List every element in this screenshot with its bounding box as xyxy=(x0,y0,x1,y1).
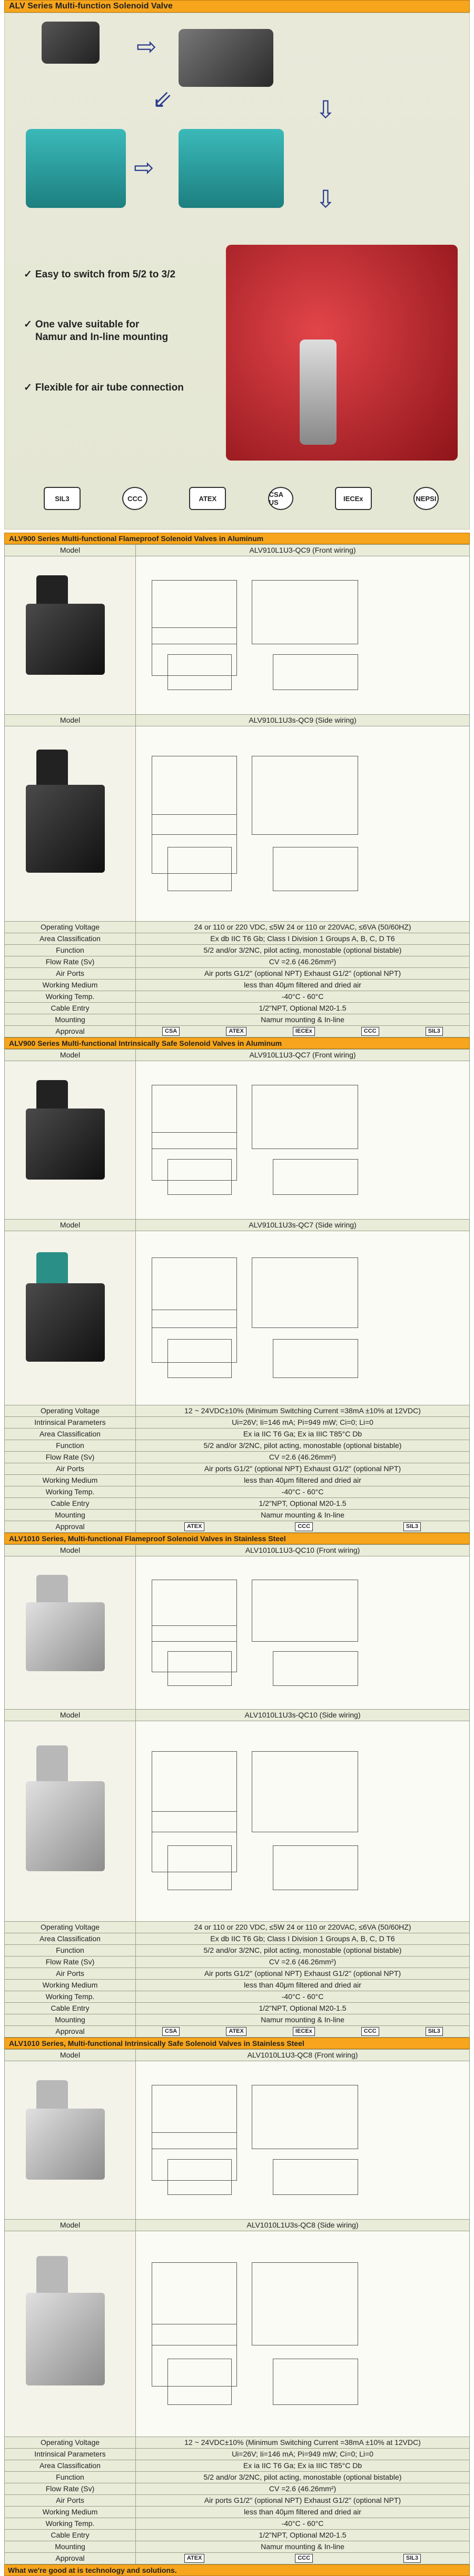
arrow-down-left-icon: ⇙ xyxy=(152,85,173,113)
spec-value: 1/2"NPT, Optional M20-1.5 xyxy=(136,2530,470,2541)
spec-label: Working Temp. xyxy=(5,1991,136,2003)
valve-body xyxy=(26,1602,105,1671)
spec-value: -40°C - 60°C xyxy=(136,991,470,1003)
drawing-outline xyxy=(252,1751,358,1832)
spec-row xyxy=(5,1475,470,1486)
product-photo xyxy=(5,1721,135,1921)
approval-logo-list xyxy=(139,1522,466,1531)
product-photo-cell xyxy=(5,2231,136,2437)
spec-label: Area Classification xyxy=(5,1429,136,1440)
spec-label: Model xyxy=(5,1050,136,1061)
iecex-logo: IECEx xyxy=(335,487,372,510)
product-photo-cell xyxy=(5,1231,136,1405)
approval-logo: ATEX xyxy=(184,1522,205,1531)
spec-label: Approval xyxy=(5,1521,136,1533)
spec-value: Ex ia IIC T6 Ga; Ex ia IIIC T85°C Db xyxy=(136,2460,470,2472)
product-photo-cell xyxy=(5,726,136,922)
actuator-teal-image-2 xyxy=(179,129,284,208)
image-row xyxy=(5,1721,470,1922)
spec-label: Approval xyxy=(5,1026,136,1037)
spec-label: Mounting xyxy=(5,1014,136,1026)
approval-logo: SIL3 xyxy=(426,2027,443,2036)
approval-logo: CCC xyxy=(295,2554,313,2563)
spec-label: Model xyxy=(5,1545,136,1556)
spec-row xyxy=(5,1429,470,1440)
spec-value: ALV1010L1U3s-QC10 (Side wiring) xyxy=(136,1710,470,1721)
dimension-drawing-cell xyxy=(136,726,470,922)
dimension-drawing-cell xyxy=(136,1231,470,1405)
spec-row xyxy=(5,2541,470,2553)
spec-row xyxy=(5,956,470,968)
section-title: ALV900 Series Multi-functional Flameproof Solenoid Valves in Aluminum xyxy=(4,533,470,544)
spec-value: ALV1010L1U3-QC10 (Front wiring) xyxy=(136,1545,470,1556)
spec-value: CV =2.6 (46.26mm²) xyxy=(136,2483,470,2495)
spec-label: Approval xyxy=(5,2026,136,2038)
spec-row xyxy=(5,945,470,956)
spec-label: Area Classification xyxy=(5,2460,136,2472)
footer-slogan: What we're good at is technology and solutions. xyxy=(4,2564,470,2576)
valve-body xyxy=(26,2109,105,2180)
drawing-outline xyxy=(252,1257,358,1328)
spec-label: Air Ports xyxy=(5,1463,136,1475)
model-row xyxy=(5,1220,470,1231)
product-photo-cell xyxy=(5,1556,136,1710)
spec-label: Cable Entry xyxy=(5,1003,136,1014)
spec-value: ALV1010L1U3-QC8 (Front wiring) xyxy=(136,2050,470,2061)
spec-value: 24 or 110 or 220 VDC, ≤5W 24 or 110 or 220VAC, ≤6VA (50/60HZ) xyxy=(136,922,470,933)
drawing-outline xyxy=(273,2159,358,2195)
spec-label: Air Ports xyxy=(5,1968,136,1980)
spec-row xyxy=(5,1956,470,1968)
arrow-down-icon: ⇩ xyxy=(315,185,336,213)
spec-table xyxy=(4,1049,470,1533)
spec-table xyxy=(4,1544,470,2038)
spec-row xyxy=(5,2530,470,2541)
arrow-right-icon: ⇨ xyxy=(134,154,154,181)
product-photo-cell xyxy=(5,2061,136,2220)
spec-value: -40°C - 60°C xyxy=(136,1991,470,2003)
drawing-outline xyxy=(167,1845,232,1891)
spec-value: 1/2"NPT, Optional M20-1.5 xyxy=(136,1003,470,1014)
ccc-logo: CCC xyxy=(122,487,147,510)
drawing-outline xyxy=(167,847,232,891)
spec-label: Function xyxy=(5,1440,136,1452)
spec-value: CV =2.6 (46.26mm²) xyxy=(136,1452,470,1463)
spec-label: Air Ports xyxy=(5,968,136,980)
drawing-outline xyxy=(273,1845,358,1891)
spec-value: ALV910L1U3-QC7 (Front wiring) xyxy=(136,1050,470,1061)
approval-logo: IECEx xyxy=(293,1027,315,1036)
model-row xyxy=(5,545,470,556)
section-title: ALV900 Series Multi-functional Intrinsically Safe Solenoid Valves in Aluminum xyxy=(4,1037,470,1049)
approval-logo: CSA xyxy=(162,2027,180,2036)
spec-value: Air ports G1/2" (optional NPT) Exhaust G1/2" (optional NPT) xyxy=(136,968,470,980)
spec-row xyxy=(5,2507,470,2518)
spec-row xyxy=(5,1498,470,1510)
product-photo xyxy=(5,556,135,714)
approval-marks xyxy=(136,2026,470,2038)
product-photo xyxy=(5,1231,135,1405)
spec-row xyxy=(5,933,470,945)
spec-value: 1/2"NPT, Optional M20-1.5 xyxy=(136,1498,470,1510)
spec-row xyxy=(5,2449,470,2460)
spec-row xyxy=(5,2483,470,2495)
approval-logo: SIL3 xyxy=(426,1027,443,1036)
spec-value: CV =2.6 (46.26mm²) xyxy=(136,956,470,968)
approval-row xyxy=(5,1521,470,1533)
spec-label: Area Classification xyxy=(5,1933,136,1945)
approval-logo: IECEx xyxy=(293,2027,315,2036)
spec-row xyxy=(5,991,470,1003)
drawing-outline xyxy=(252,1085,358,1149)
valve-body xyxy=(26,1283,105,1362)
approval-row xyxy=(5,2026,470,2038)
product-photo-cell xyxy=(5,1061,136,1220)
approval-logo-list xyxy=(139,2554,466,2563)
product-photo xyxy=(5,726,135,921)
approval-logo: CCC xyxy=(295,1522,313,1531)
spec-label: Function xyxy=(5,945,136,956)
dimension-drawing-cell xyxy=(136,1061,470,1220)
spec-value: -40°C - 60°C xyxy=(136,1486,470,1498)
spec-label: Model xyxy=(5,1220,136,1231)
spec-value: CV =2.6 (46.26mm²) xyxy=(136,1956,470,1968)
dimension-drawing xyxy=(136,2061,469,2219)
valve-small-image xyxy=(42,22,100,64)
spec-label: Operating Voltage xyxy=(5,1922,136,1933)
spec-value: Namur mounting & In-line xyxy=(136,2541,470,2553)
approval-logo: SIL3 xyxy=(403,1522,421,1531)
drawing-outline xyxy=(167,2159,232,2195)
approval-marks xyxy=(136,1521,470,1533)
datasheet-page xyxy=(4,0,470,2576)
nepsi-logo: NEPSI xyxy=(413,487,439,510)
spec-label: Cable Entry xyxy=(5,2530,136,2541)
drawing-outline xyxy=(167,654,232,690)
drawing-outline xyxy=(273,2359,358,2405)
spec-value: less than 40μm filtered and dried air xyxy=(136,1475,470,1486)
spec-row xyxy=(5,980,470,991)
spec-label: Operating Voltage xyxy=(5,2437,136,2449)
spec-label: Mounting xyxy=(5,2541,136,2553)
spec-value: 5/2 and/or 3/2NC, pilot acting, monostable (optional bistable) xyxy=(136,945,470,956)
spec-value: ALV910L1U3-QC9 (Front wiring) xyxy=(136,545,470,556)
spec-row xyxy=(5,1014,470,1026)
feature-1: ✓ Easy to switch from 5/2 to 3/2 xyxy=(24,269,176,280)
valve-body xyxy=(26,1109,105,1180)
approval-logo: ATEX xyxy=(226,1027,246,1036)
spec-row xyxy=(5,1968,470,1980)
valve-body xyxy=(26,1781,105,1871)
spec-value: Ex ia IIC T6 Ga; Ex ia IIIC T85°C Db xyxy=(136,1429,470,1440)
spec-label: Model xyxy=(5,1710,136,1721)
approval-logo-list xyxy=(139,2027,466,2036)
spec-value: Ex db IIC T6 Gb; Class I Division 1 Groups A, B, C, D T6 xyxy=(136,1933,470,1945)
spec-value: Namur mounting & In-line xyxy=(136,1014,470,1026)
model-row xyxy=(5,2220,470,2231)
dimension-drawing-cell xyxy=(136,1556,470,1710)
spec-row xyxy=(5,1991,470,2003)
spec-row xyxy=(5,2518,470,2530)
hero-panel xyxy=(4,13,470,530)
drawing-outline xyxy=(167,1339,232,1379)
product-photo xyxy=(5,1061,135,1219)
spec-value: Ex db IIC T6 Gb; Class I Division 1 Groups A, B, C, D T6 xyxy=(136,933,470,945)
spec-label: Working Temp. xyxy=(5,1486,136,1498)
spec-label: Function xyxy=(5,1945,136,1956)
spec-row xyxy=(5,1003,470,1014)
spec-label: Function xyxy=(5,2472,136,2483)
image-row xyxy=(5,726,470,922)
spec-table xyxy=(4,2049,470,2564)
spec-table xyxy=(4,544,470,1037)
drawing-outline xyxy=(252,2085,358,2149)
drawing-outline xyxy=(252,580,358,644)
dimension-drawing-cell xyxy=(136,2231,470,2437)
image-row xyxy=(5,1231,470,1405)
dimension-drawing xyxy=(136,2231,469,2437)
spec-label: Intrinsical Parameters xyxy=(5,2449,136,2460)
spec-row xyxy=(5,1980,470,1991)
approval-logo: CCC xyxy=(361,2027,379,2036)
section-title: ALV1010 Series, Multi-functional Flameproof Solenoid Valves in Stainless Steel xyxy=(4,1533,470,1544)
check-icon: ✓ xyxy=(24,269,32,280)
spec-label: Operating Voltage xyxy=(5,1405,136,1417)
spec-value: 5/2 and/or 3/2NC, pilot acting, monostable (optional bistable) xyxy=(136,2472,470,2483)
spec-row xyxy=(5,2437,470,2449)
spec-value: Air ports G1/2" (optional NPT) Exhaust G1/2" (optional NPT) xyxy=(136,1463,470,1475)
spec-row xyxy=(5,2003,470,2014)
spec-row xyxy=(5,2460,470,2472)
image-row xyxy=(5,1556,470,1710)
image-row xyxy=(5,2061,470,2220)
dimension-drawing xyxy=(136,556,469,714)
approval-logo: CCC xyxy=(361,1027,379,1036)
check-icon: ✓ xyxy=(24,319,32,330)
spec-value: Ui=26V; Ii=146 mA; Pi=949 mW; Ci=0; Li=0 xyxy=(136,1417,470,1429)
section-title: ALV1010 Series, Multi-functional Intrinsically Safe Solenoid Valves in Stainless Steel xyxy=(4,2038,470,2049)
feature-3: ✓ Flexible for air tube connection xyxy=(24,382,184,393)
spec-value: 24 or 110 or 220 VDC, ≤5W 24 or 110 or 220VAC, ≤6VA (50/60HZ) xyxy=(136,1922,470,1933)
dimension-drawing xyxy=(136,1231,469,1405)
arrow-right-icon: ⇨ xyxy=(136,33,157,60)
dimension-drawing-cell xyxy=(136,2061,470,2220)
dimension-drawing-cell xyxy=(136,556,470,715)
spec-row xyxy=(5,1452,470,1463)
spec-label: Area Classification xyxy=(5,933,136,945)
atex-logo: ATEX xyxy=(189,487,226,510)
drawing-outline xyxy=(252,2262,358,2345)
spec-row xyxy=(5,1417,470,1429)
spec-label: Mounting xyxy=(5,1510,136,1521)
feature-2: ✓ One valve suitable for xyxy=(24,319,140,330)
spec-row xyxy=(5,2014,470,2026)
image-row xyxy=(5,556,470,715)
product-photo xyxy=(5,2231,135,2437)
spec-value: ALV910L1U3s-QC9 (Side wiring) xyxy=(136,715,470,726)
spec-label: Model xyxy=(5,2220,136,2231)
check-icon: ✓ xyxy=(24,382,32,393)
spec-row xyxy=(5,1405,470,1417)
spec-label: Mounting xyxy=(5,2014,136,2026)
spec-label: Flow Rate (Sv) xyxy=(5,2483,136,2495)
actuator-teal-image-1 xyxy=(26,129,126,208)
spec-value: Ui=26V; Ii=146 mA; Pi=949 mW; Ci=0; Li=0 xyxy=(136,2449,470,2460)
spec-row xyxy=(5,2472,470,2483)
spec-value: less than 40μm filtered and dried air xyxy=(136,1980,470,1991)
dimension-drawing xyxy=(136,1061,469,1219)
spec-row xyxy=(5,1510,470,1521)
spec-row xyxy=(5,1463,470,1475)
valve-body xyxy=(26,604,105,675)
spec-label: Flow Rate (Sv) xyxy=(5,956,136,968)
model-row xyxy=(5,1050,470,1061)
spec-value: Namur mounting & In-line xyxy=(136,1510,470,1521)
valve-body xyxy=(26,785,105,873)
drawing-outline xyxy=(167,2359,232,2405)
approval-logo: SIL3 xyxy=(403,2554,421,2563)
spec-label: Approval xyxy=(5,2553,136,2564)
drawing-outline xyxy=(273,1339,358,1379)
spec-label: Model xyxy=(5,545,136,556)
drawing-outline xyxy=(252,1580,358,1642)
spec-value: 1/2"NPT, Optional M20-1.5 xyxy=(136,2003,470,2014)
spec-label: Flow Rate (Sv) xyxy=(5,1452,136,1463)
spec-label: Working Temp. xyxy=(5,2518,136,2530)
approval-logo: ATEX xyxy=(226,2027,246,2036)
actuator-red-image xyxy=(226,245,458,461)
image-row xyxy=(5,2231,470,2437)
spec-value: ALV1010L1U3s-QC8 (Side wiring) xyxy=(136,2220,470,2231)
spec-label: Working Medium xyxy=(5,1980,136,1991)
spec-row xyxy=(5,1933,470,1945)
drawing-outline xyxy=(273,1651,358,1686)
sil3-logo: SIL3 xyxy=(44,487,81,510)
dimension-drawing-cell xyxy=(136,1721,470,1922)
model-row xyxy=(5,715,470,726)
spec-label: Working Medium xyxy=(5,980,136,991)
approval-marks xyxy=(136,2553,470,2564)
feature-2b: Namur and In-line mounting xyxy=(35,332,169,343)
dimension-drawing xyxy=(136,726,469,921)
spec-label: Air Ports xyxy=(5,2495,136,2507)
approval-logo: CSA xyxy=(162,1027,180,1036)
model-row xyxy=(5,1710,470,1721)
valve-assembled-image xyxy=(179,29,273,87)
drawing-outline xyxy=(273,1159,358,1195)
drawing-outline xyxy=(252,756,358,835)
product-photo-cell xyxy=(5,556,136,715)
spec-row xyxy=(5,2495,470,2507)
drawing-outline xyxy=(167,1159,232,1195)
spec-value: 12 ~ 24VDC±10% (Minimum Switching Current =38mA ±10% at 12VDC) xyxy=(136,1405,470,1417)
drawing-outline xyxy=(273,654,358,690)
spec-row xyxy=(5,1922,470,1933)
spec-label: Cable Entry xyxy=(5,2003,136,2014)
spec-value: -40°C - 60°C xyxy=(136,2518,470,2530)
arrow-down-icon: ⇩ xyxy=(315,96,336,123)
spec-label: Intrinsical Parameters xyxy=(5,1417,136,1429)
spec-label: Cable Entry xyxy=(5,1498,136,1510)
image-row xyxy=(5,1061,470,1220)
dimension-drawing xyxy=(136,1556,469,1709)
certification-logos xyxy=(44,487,439,510)
product-photo xyxy=(5,1556,135,1709)
approval-marks xyxy=(136,1026,470,1037)
spec-row xyxy=(5,1440,470,1452)
spec-row xyxy=(5,1486,470,1498)
spec-value: ALV910L1U3s-QC7 (Side wiring) xyxy=(136,1220,470,1231)
spec-label: Model xyxy=(5,715,136,726)
approval-row xyxy=(5,2553,470,2564)
page-title: ALV Series Multi-function Solenoid Valve xyxy=(4,0,470,13)
approval-logo: ATEX xyxy=(184,2554,205,2563)
spec-value: less than 40μm filtered and dried air xyxy=(136,2507,470,2518)
spec-label: Working Medium xyxy=(5,2507,136,2518)
spec-value: 5/2 and/or 3/2NC, pilot acting, monostable (optional bistable) xyxy=(136,1440,470,1452)
spec-value: Air ports G1/2" (optional NPT) Exhaust G1/2" (optional NPT) xyxy=(136,2495,470,2507)
approval-row xyxy=(5,1026,470,1037)
product-sections xyxy=(4,533,470,2564)
spec-value: 12 ~ 24VDC±10% (Minimum Switching Current =38mA ±10% at 12VDC) xyxy=(136,2437,470,2449)
model-row xyxy=(5,2050,470,2061)
filter-regulator-image xyxy=(300,340,337,445)
approval-logo-list xyxy=(139,1027,466,1036)
drawing-outline xyxy=(167,1651,232,1686)
spec-value: less than 40μm filtered and dried air xyxy=(136,980,470,991)
spec-value: 5/2 and/or 3/2NC, pilot acting, monostable (optional bistable) xyxy=(136,1945,470,1956)
csa-logo: CSA US xyxy=(268,487,293,510)
valve-body xyxy=(26,2293,105,2385)
dimension-drawing xyxy=(136,1721,469,1921)
spec-label: Model xyxy=(5,2050,136,2061)
spec-label: Flow Rate (Sv) xyxy=(5,1956,136,1968)
spec-row xyxy=(5,922,470,933)
model-row xyxy=(5,1545,470,1556)
spec-value: Air ports G1/2" (optional NPT) Exhaust G1/2" (optional NPT) xyxy=(136,1968,470,1980)
product-photo-cell xyxy=(5,1721,136,1922)
drawing-outline xyxy=(273,847,358,891)
spec-row xyxy=(5,1945,470,1956)
spec-label: Working Medium xyxy=(5,1475,136,1486)
spec-row xyxy=(5,968,470,980)
product-photo xyxy=(5,2061,135,2219)
spec-value: Namur mounting & In-line xyxy=(136,2014,470,2026)
spec-label: Working Temp. xyxy=(5,991,136,1003)
spec-label: Operating Voltage xyxy=(5,922,136,933)
